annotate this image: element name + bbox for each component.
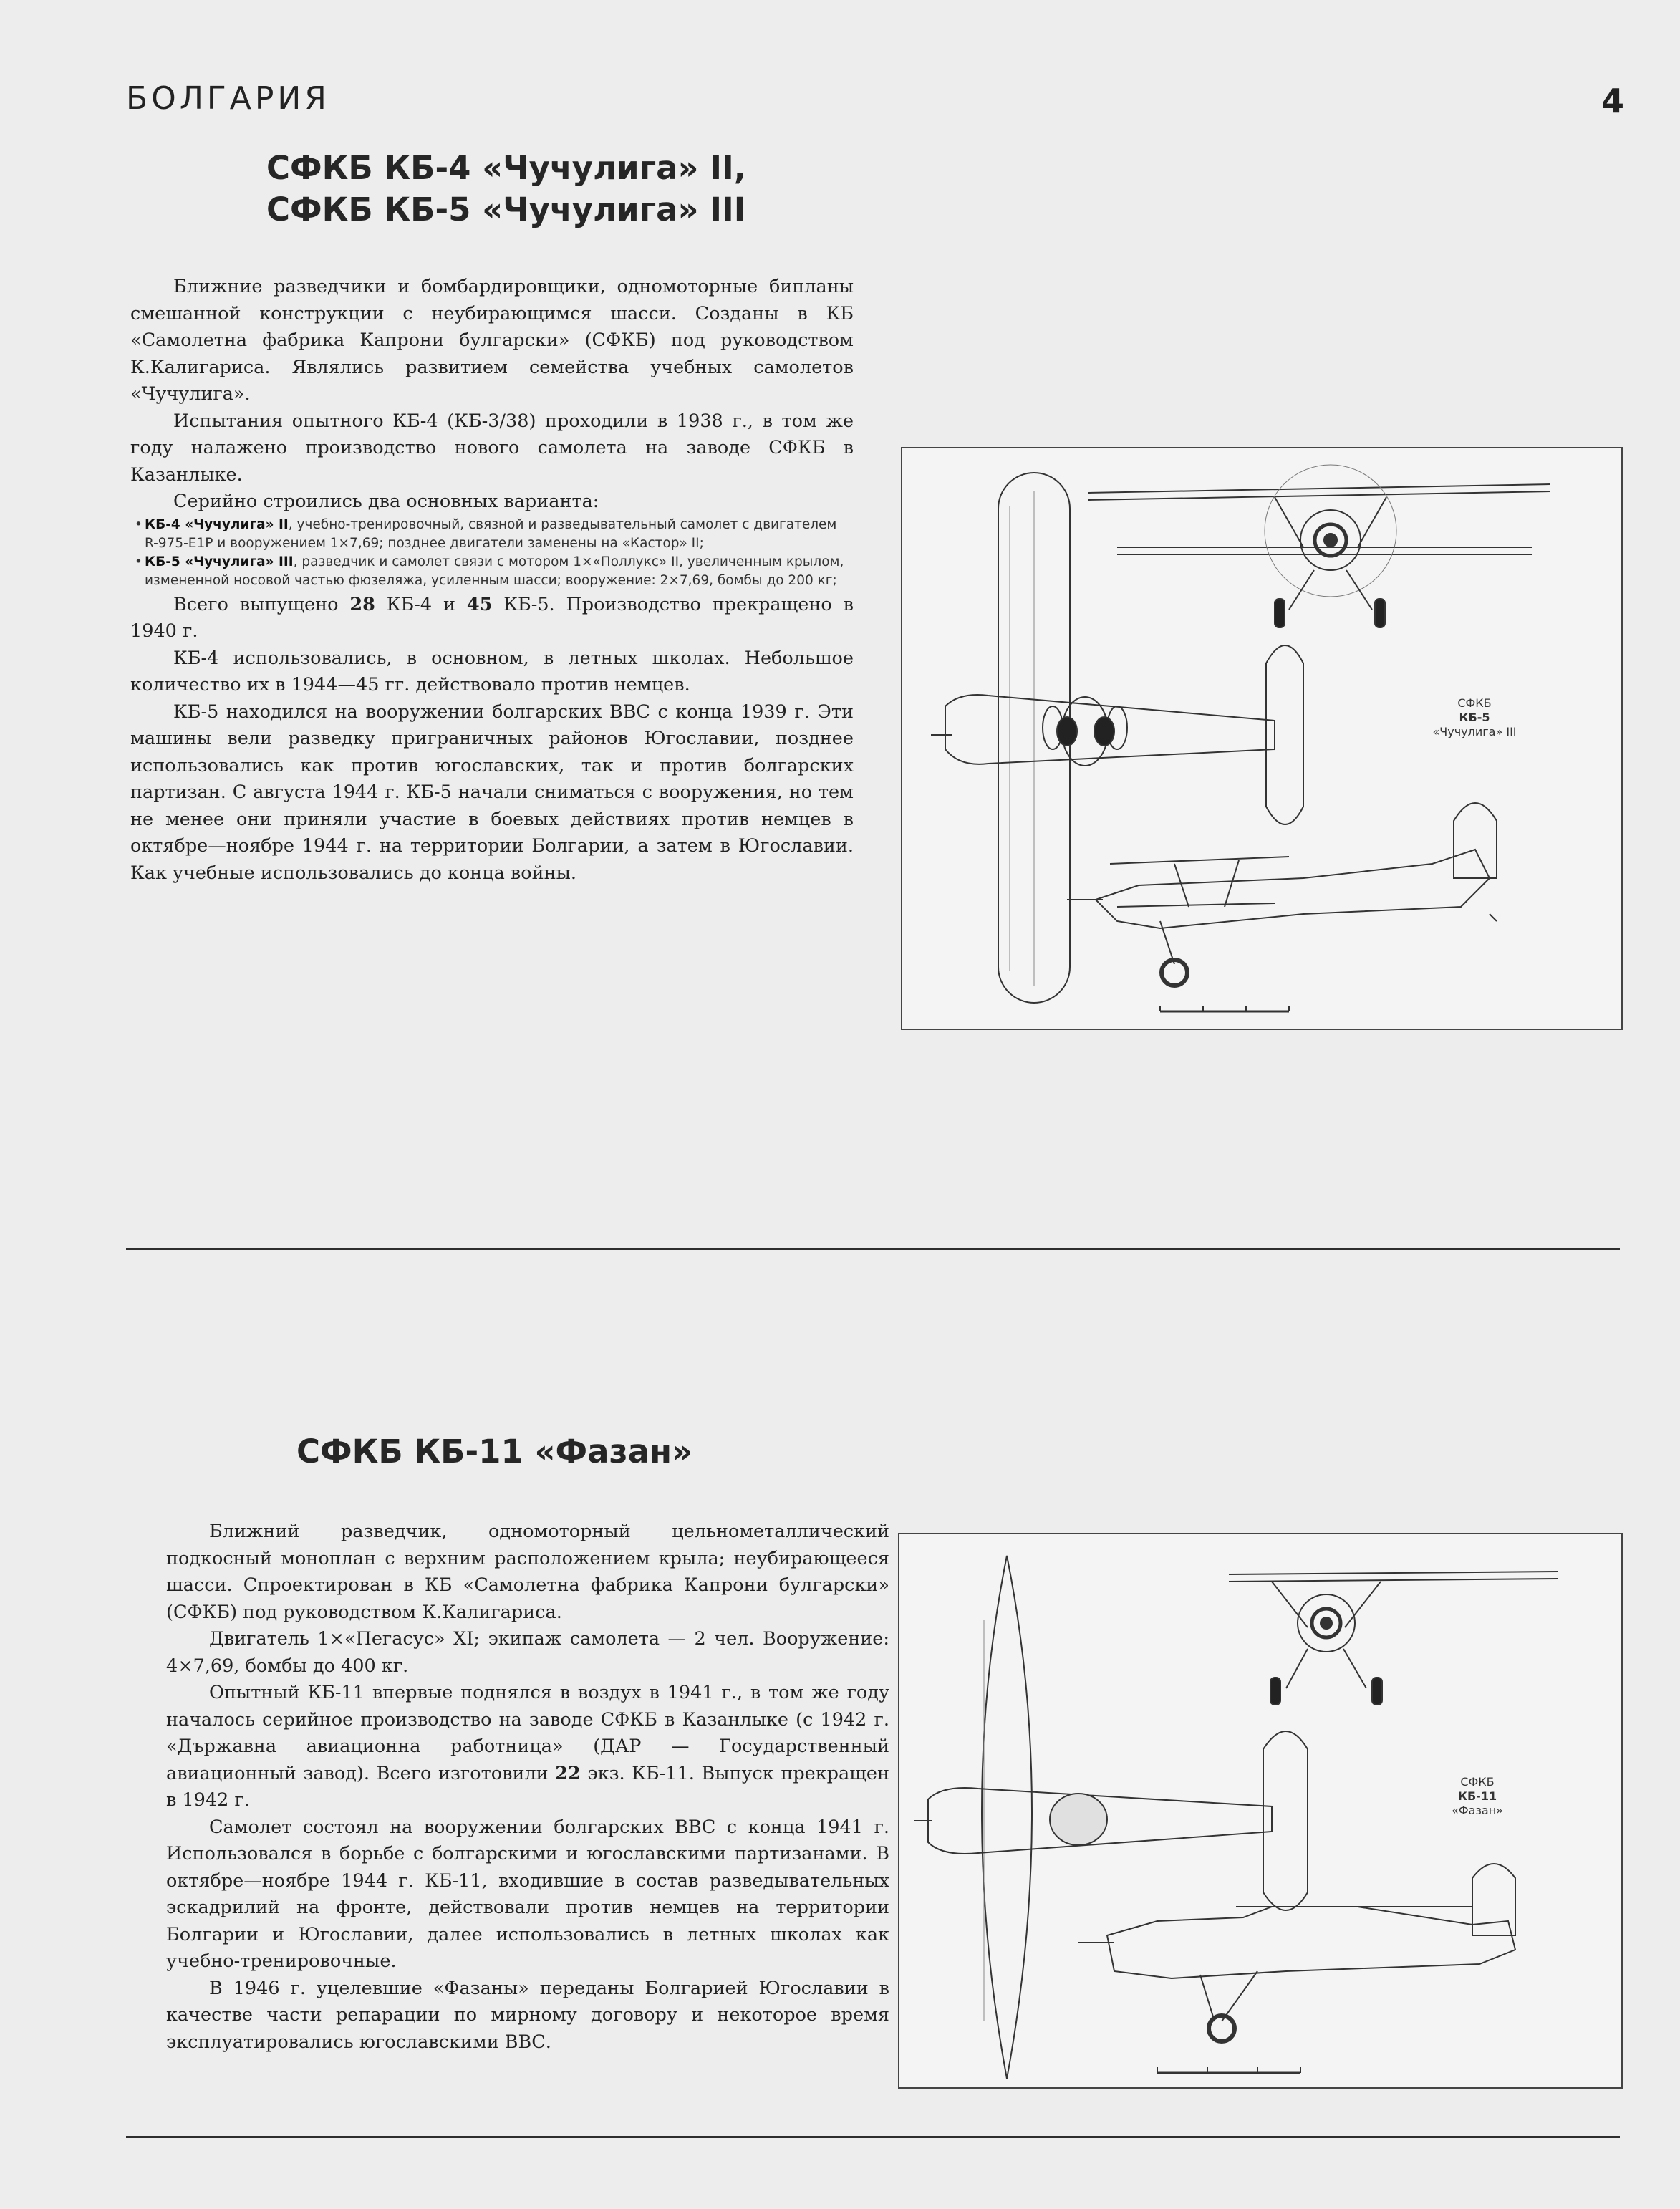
article-2-body xyxy=(166,1519,889,2056)
article-2-paragraph: Ближний разведчик, одномоторный цельнометаллический подкосный моноплан с верхним расположением крыла; неубирающееся шасси. Спроектирован в КБ «Самолетна фабрика Капрони булгарски» (СФКБ) под руководством К.Калигариса. xyxy=(166,1521,889,1623)
article-2-title-line: СФКБ КБ-11 «Фазан» xyxy=(296,1433,693,1471)
kb5-caption-line: «Чучулига» III xyxy=(1432,725,1517,738)
page-number: 4 xyxy=(1601,82,1625,120)
kb11-caption-line: СФКБ xyxy=(1460,1775,1495,1789)
kb11-drawing-frame xyxy=(898,1533,1623,2089)
kb5-drawing-frame xyxy=(901,447,1623,1030)
kb11-front-view xyxy=(1229,1572,1558,1705)
kb11-plan-view xyxy=(914,1556,1308,2079)
variant-item: • КБ-5 «Чучулига» III, разведчик и самолет связи с мотором 1×«Поллукс» II, увеличенным крылом, измененной носовой частью фюзеляжа, усиленным шасси; вооружение: 2×7,69, бомбы до 200 кг; xyxy=(135,554,844,588)
article-1-title xyxy=(266,148,746,231)
kb11-caption xyxy=(1416,1775,1538,1818)
section-label: БОЛГАРИЯ xyxy=(126,80,330,117)
article-1-body xyxy=(130,274,854,887)
kb5-caption-line: СФКБ xyxy=(1457,696,1492,710)
variant-item: • КБ-4 «Чучулига» II, учебно-тренировочный, связной и разведывательный самолет с двигателем R-975-E1P и вооружением 1×7,69; позднее двигатели заменены на «Кастор» II; xyxy=(135,516,837,551)
article-2-paragraph: Самолет состоял на вооружении болгарских ВВС с конца 1941 г. Использовался в борьбе с болгарскими и югославскими партизанами. В октябре—ноябре 1944 г. КБ-11, входившие в состав разведывательных эскадрилий на фронте, действовали против немцев на территории Болгарии и Югославии, далее использовались в летных школах как учебно-тренировочные. xyxy=(166,1816,889,1972)
bottom-rule xyxy=(126,2136,1620,2138)
kb5-caption-line: КБ-5 xyxy=(1459,711,1490,724)
article-1-paragraph: Испытания опытного КБ-4 (КБ-3/38) проходили в 1938 г., в том же году налажено производство нового самолета на заводе СФКБ в Казанлыке. xyxy=(130,410,854,486)
article-2-paragraph: В 1946 г. уцелевшие «Фазаны» переданы Болгарией Югославии в качестве части репарации по мирному договору и некоторое время эксплуатировались югославскими ВВС. xyxy=(166,1977,889,2053)
kb5-plan-view xyxy=(931,473,1303,1003)
article-1-list-intro: Серийно строились два основных варианта: xyxy=(173,491,599,512)
article-1-paragraph: КБ-4 использовались, в основном, в летных школах. Небольшое количество их в 1944—45 гг. действовало против немцев. xyxy=(130,647,854,696)
kb5-front-view xyxy=(1088,465,1550,627)
kb5-caption xyxy=(1414,696,1535,739)
article-2-paragraph: Опытный КБ-11 впервые поднялся в воздух в 1941 г., в том же году началось серийное производство на заводе СФКБ в Казанлыке (с 1942 г. «Държавна авиационна работница» (ДАР — Государственный авиационный завод). Всего изготовили 22 экз. КБ-11. Выпуск прекращен в 1942 г. xyxy=(166,1682,889,1811)
kb5-side-view xyxy=(1067,803,1497,986)
article-1-title-line-1: СФКБ КБ-4 «Чучулига» II, xyxy=(266,149,746,187)
article-1-paragraph: Всего выпущено 28 КБ-4 и 45 КБ-5. Производство прекращено в 1940 г. xyxy=(130,593,854,642)
kb11-side-view xyxy=(1078,1864,1515,2041)
variants-list xyxy=(130,516,854,590)
article-1-paragraph: Ближние разведчики и бомбардировщики, одномоторные бипланы смешанной конструкции с неубирающимся шасси. Созданы в КБ «Самолетна фабрика Капрони булгарски» (СФКБ) под руководством К.Калигариса. Являлись развитием семейства учебных самолетов «Чучулига». xyxy=(130,276,854,405)
article-1-paragraph: КБ-5 находился на вооружении болгарских ВВС с конца 1939 г. Эти машины вели разведку приграничных районов Югославии, позднее использовались как против югославских, так и против болгарских партизан. С августа 1944 г. КБ-5 начали сниматься с вооружения, но тем не менее они приняли участие в боевых действиях против немцев в октябре—ноябре 1944 г. на территории Болгарии, а затем в Югославии. Как учебные использовались до конца войны. xyxy=(130,701,854,884)
article-2-paragraph: Двигатель 1×«Пегасус» XI; экипаж самолета — 2 чел. Вооружение: 4×7,69, бомбы до 400 кг. xyxy=(166,1628,889,1677)
kb11-caption-line: «Фазан» xyxy=(1452,1804,1503,1817)
article-1-title-line-2: СФКБ КБ-5 «Чучулига» III xyxy=(266,191,746,228)
section-divider xyxy=(126,1248,1620,1250)
kb11-caption-line: КБ-11 xyxy=(1457,1789,1497,1803)
article-2-title xyxy=(296,1431,692,1473)
